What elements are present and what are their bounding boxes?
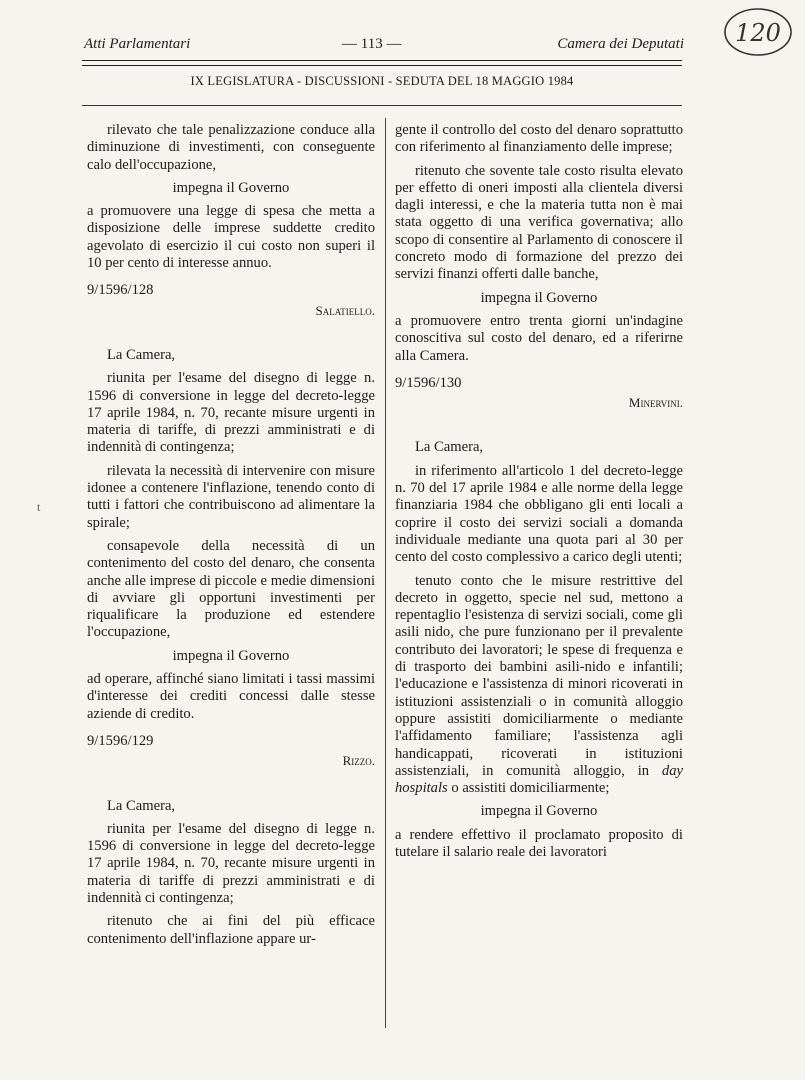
- paragraph: riunita per l'esame del disegno di legge n. 1596 di conversione in legge del decreto-legge 17 aprile 1984, n. 70, recante misure urgenti in materia di tariffe di prezzi amministrati e di indennità ci contingenza;: [87, 820, 375, 906]
- signatory: Rizzo.: [342, 753, 375, 769]
- paragraph: ritenuto che sovente tale costo risulta elevato per effetto di oneri imposti alla clientela diversi dagli interessi, e che la materia tutta non è mai stata oggetto di una verifica governativa; allo scopo di consentire al Parlamento di conoscere il concreto modo di formazione del prezzo dei servizi finanzi offerti dalle banche,: [395, 162, 683, 283]
- paragraph-text: o assistiti domiciliarmente;: [447, 780, 610, 797]
- left-column: [87, 122, 375, 954]
- paragraph: riunita per l'esame del disegno di legge n. 1596 di conversione in legge del decreto-legge 17 aprile 1984, n. 70, recante misure urgenti in materia di tariffe, di prezzi amministrati e di indennità di contingenza;: [87, 370, 375, 456]
- paragraph-text: tenuto conto che le misure restrittive del decreto in oggetto, specie nel sud, mettono a repentaglio l'esistenza di servizi sociali, come gli asili nido, che pure funzionano per il prevalente contributo dei lavoratori; le spese di frequenza e di trasporto dei bambini asili-nido e infantili; l'educazione e l'assistenza di minori ricoverati in istituzioni assistenziali o in comunità alloggio oppure assistiti domiciliarmente o mediante l'affidamento familiare; l'assistenza agli handicappati, ricoverati in istituzioni assistenziali, in comunità alloggio, in: [395, 572, 683, 779]
- header-right: Camera dei Deputati: [557, 36, 684, 52]
- paragraph: rilevato che tale penalizzazione conduce alla diminuzione di investimenti, con conseguente calo dell'occupazione,: [87, 122, 375, 173]
- page-header: [84, 36, 684, 60]
- la-camera-heading: La Camera,: [107, 346, 176, 363]
- subheader-rule: [82, 105, 682, 106]
- impegna-heading: impegna il Governo: [172, 179, 290, 196]
- right-column: [395, 122, 683, 867]
- paragraph: consapevole della necessità di un contenimento del costo del denaro, che consenta anche alle imprese di piccole e medie dimensioni di avviare gli opportuni investimenti per riqualificare la produzione ed estendere l'occupazione,: [87, 537, 375, 641]
- italic-term: day hospitals: [395, 762, 683, 797]
- paragraph: [395, 573, 683, 798]
- la-camera-heading: La Camera,: [415, 439, 484, 456]
- signatory: Salatiello.: [315, 302, 375, 318]
- impegna-heading: impegna il Governo: [172, 647, 290, 664]
- paragraph: ritenuto che ai fini del più efficace contenimento dell'inflazione appare ur-: [87, 913, 375, 947]
- handwritten-page-number: [722, 6, 794, 58]
- motion-number: 9/1596/129: [87, 732, 154, 749]
- margin-mark: t: [37, 500, 41, 514]
- paragraph: gente il controllo del costo del denaro soprattutto con riferimento al finanziamento delle imprese;: [395, 122, 683, 156]
- impegna-heading: impegna il Governo: [480, 289, 598, 306]
- paragraph: a rendere effettivo il proclamato proposito di tutelare il salario reale dei lavoratori: [395, 826, 683, 860]
- paragraph: a promuovere una legge di spesa che metta a disposizione delle imprese suddette credito agevolato di esercizio il cui costo non superi il 10 per cento di interesse annuo.: [87, 203, 375, 272]
- la-camera-heading: La Camera,: [107, 797, 176, 814]
- header-double-rule: [82, 60, 682, 66]
- paragraph: a promuovere entro trenta giorni un'indagine conoscitiva sul costo del denaro, ed a riferirne alla Camera.: [395, 312, 683, 364]
- signatory: Minervini.: [628, 395, 683, 411]
- session-subheader: IX LEGISLATURA - DISCUSSIONI - SEDUTA DEL 18 MAGGIO 1984: [190, 74, 574, 88]
- paragraph: rilevata la necessità di intervenire con misure idonee a contenere l'inflazione, tenendo conto di tutti i fattori che contribuiscono ad alimentare la spirale;: [87, 462, 375, 531]
- header-left: Atti Parlamentari: [84, 36, 191, 52]
- motion-number: 9/1596/128: [87, 282, 154, 299]
- handwritten-number-text: 120: [735, 19, 781, 47]
- column-divider: [385, 118, 386, 1028]
- header-page-number: — 113 —: [342, 36, 402, 52]
- paragraph: in riferimento all'articolo 1 del decreto-legge n. 70 del 17 aprile 1984 e alle norme della legge finanziaria 1984 che obbligano gli enti locali a coprire il costo dei servizi sociali a domanda individuale mediante una quota pari al 30 per cento del costo complessivo a carico degli utenti;: [395, 462, 683, 566]
- motion-number: 9/1596/130: [395, 374, 462, 391]
- paragraph: ad operare, affinché siano limitati i tassi massimi d'interesse dei crediti concessi dalle stesse aziende di credito.: [87, 671, 375, 722]
- impegna-heading: impegna il Governo: [480, 803, 598, 820]
- handwritten-circle-icon: [722, 6, 794, 58]
